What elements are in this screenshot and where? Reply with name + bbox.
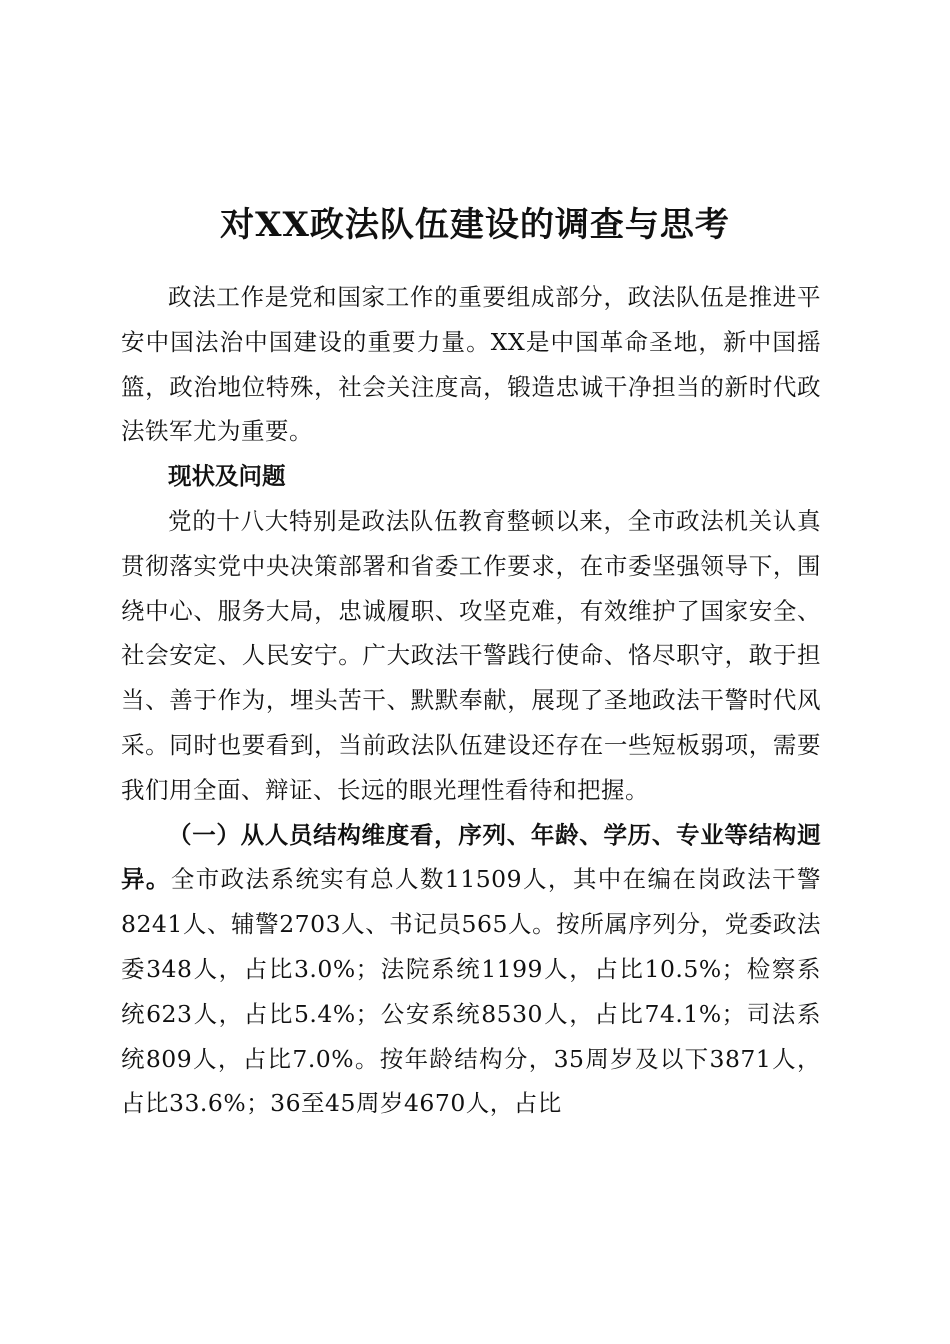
intro-paragraph: 政法工作是党和国家工作的重要组成部分，政法队伍是推进平安中国法治中国建设的重要力量。XX是中国革命圣地，新中国摇篮，政治地位特殊，社会关注度高，锻造忠诚干净担当的新时代政法铁军尤为重要。 <box>121 283 821 446</box>
subsection-lead: （一）从人员结构维度看，序列、年龄、学历、专业等结构迥异。 <box>121 820 821 894</box>
subsection-body: 全市政法系统实有总人数11509人，其中在编在岗政法干警8241人、辅警2703人、书记员565人。按所属序列分，党委政法委348人，占比3.0%；法院系统1199人，占比10.5%；检察系统623人，占比5.4%；公安系统8530人，占比74.1%；司法系统809人，占比7.0%。按年龄结构分，35周岁及以下3871人，占比33.6%；36至45周岁4670人，占比 <box>121 865 822 1118</box>
document-body <box>121 275 821 1126</box>
section-heading: 现状及问题 <box>168 462 286 491</box>
section-paragraph: 党的十八大特别是政法队伍教育整顿以来，全市政法机关认真贯彻落实党中央决策部署和省委工作要求，在市委坚强领导下，围绕中心、服务大局，忠诚履职、攻坚克难，有效维护了国家安全、社会安定、人民安宁。广大政法干警践行使命、恪尽职守，敢于担当、善于作为，埋头苦干、默默奉献，展现了圣地政法干警时代风采。同时也要看到，当前政法队伍建设还存在一些短板弱项，需要我们用全面、辩证、长远的眼光理性看待和把握。 <box>121 506 821 804</box>
document-title: 对XX政法队伍建设的调查与思考 <box>220 204 730 245</box>
subsection-paragraph <box>121 813 821 1127</box>
